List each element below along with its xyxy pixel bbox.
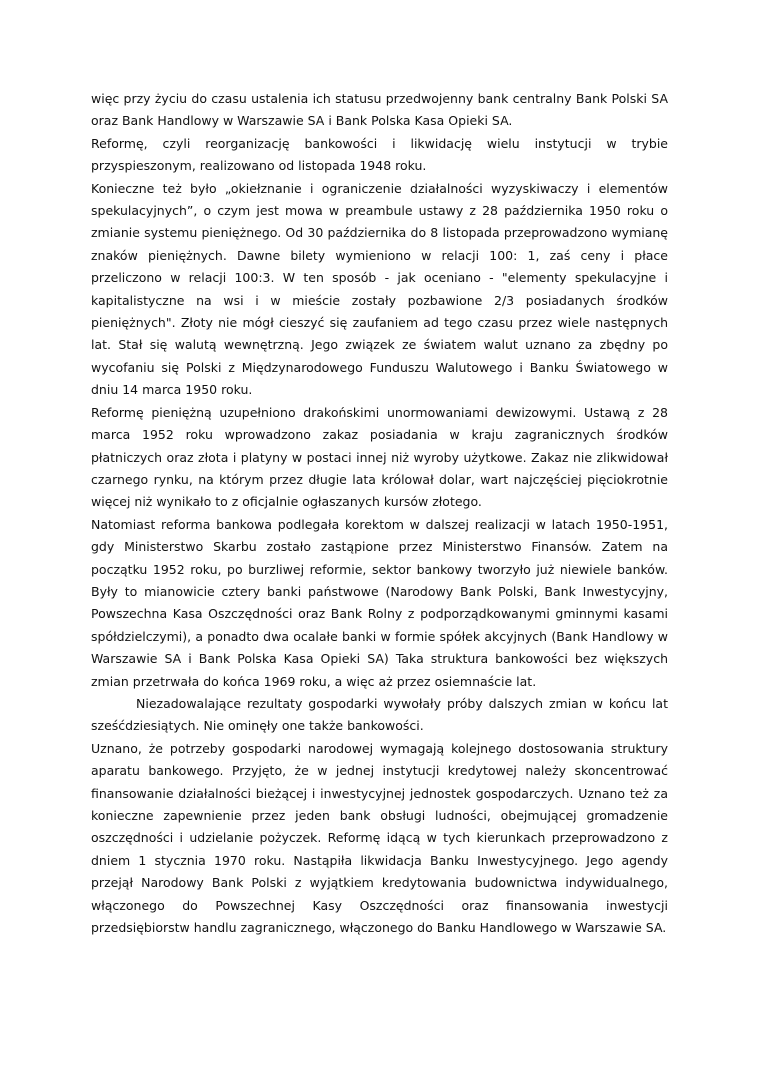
paragraph-6: Niezadowalające rezultaty gospodarki wywołały próby dalszych zmian w końcu lat sześćdziesiątych. Nie ominęły one także bankowości. bbox=[91, 695, 668, 734]
paragraph-4: Reformę pieniężną uzupełniono drakońskimi unormowaniami dewizowymi. Ustawą z 28 marca 1952 roku wprowadzono zakaz posiadania w kraju zagranicznych środków płatniczych oraz złota i platyny w postaci innej niż wyroby użytkowe. Zakaz nie zlikwidował czarnego rynku, na którym przez długie lata królował dolar, wart najczęściej pięciokrotnie więcej niż wynikało to z oficjalnie ogłaszanych kursów złotego. bbox=[91, 404, 668, 510]
paragraph-2: Reformę, czyli reorganizację bankowości i likwidację wielu instytucji w trybie przyspieszonym, realizowano od listopada 1948 roku. bbox=[91, 135, 668, 174]
paragraph-3: Konieczne też było „okiełznanie i ograniczenie działalności wyzyskiwaczy i elementów spekulacyjnych”, o czym jest mowa w preambule ustawy z 28 października 1950 roku o zmianie systemu pieniężnego. Od 30 października do 8 listopada przeprowadzono wymianę znaków pieniężnych. Dawne bilety wymieniono w relacji 100: 1, zaś ceny i płace przeliczono w relacji 100:3. W ten sposób - jak oceniano - "elementy spekulacyjne i kapitalistyczne na wsi i w mieście zostały pozbawione 2/3 posiadanych środków pieniężnych". Złoty nie mógł cieszyć się zaufaniem ad tego czasu przez wiele następnych lat. Stał się walutą wewnętrzną. Jego związek ze światem walut uznano za zbędny po wycofaniu się Polski z Międzynarodowego Funduszu Walutowego i Banku Światowego w dniu 14 marca 1950 roku. bbox=[91, 180, 668, 398]
paragraph-1: więc przy życiu do czasu ustalenia ich statusu przedwojenny bank centralny Bank Polski SA oraz Bank Handlowy w Warszawie SA i Bank Polska Kasa Opieki SA. bbox=[91, 91, 668, 129]
paragraph-7: Uznano, że potrzeby gospodarki narodowej wymagają kolejnego dostosowania struktury aparatu bankowego. Przyjęto, że w jednej instytucji kredytowej należy skoncentrować finansowanie działalności bieżącej i inwestycyjnej jednostek gospodarczych. Uznano też za konieczne zapewnienie przez jeden bank obsługi ludności, obejmującej gromadzenie oszczędności i udzielanie pożyczek. Reformę idącą w tych kierunkach przeprowadzono z dniem 1 stycznia 1970 roku. Nastąpiła likwidacja Banku Inwestycyjnego. Jego agendy przejął Narodowy Bank Polski z wyjątkiem kredytowania budownictwa indywidualnego, włączonego do Powszechnej Kasy Oszczędności oraz finansowania inwestycji przedsiębiorstw handlu zagranicznego, włączonego do Banku Handlowego w Warszawie SA. bbox=[91, 740, 668, 936]
document-page bbox=[91, 88, 668, 939]
paragraph-5: Natomiast reforma bankowa podlegała korektom w dalszej realizacji w latach 1950-1951, gdy Ministerstwo Skarbu zostało zastąpione przez Ministerstwo Finansów. Zatem na początku 1952 roku, po burzliwej reformie, sektor bankowy tworzyło już niewiele banków. Były to mianowicie cztery banki państwowe (Narodowy Bank Polski, Bank Inwestycyjny, Powszechna Kasa Oszczędności oraz Bank Rolny z podporządkowanymi gminnymi kasami spółdzielczymi), a ponadto dwa ocalałe banki w formie spółek akcyjnych (Bank Handlowy w Warszawie SA i Bank Polska Kasa Opieki SA) Taka struktura bankowości bez większych zmian przetrwała do końca 1969 roku, a więc aż przez osiemnaście lat. bbox=[91, 516, 668, 689]
